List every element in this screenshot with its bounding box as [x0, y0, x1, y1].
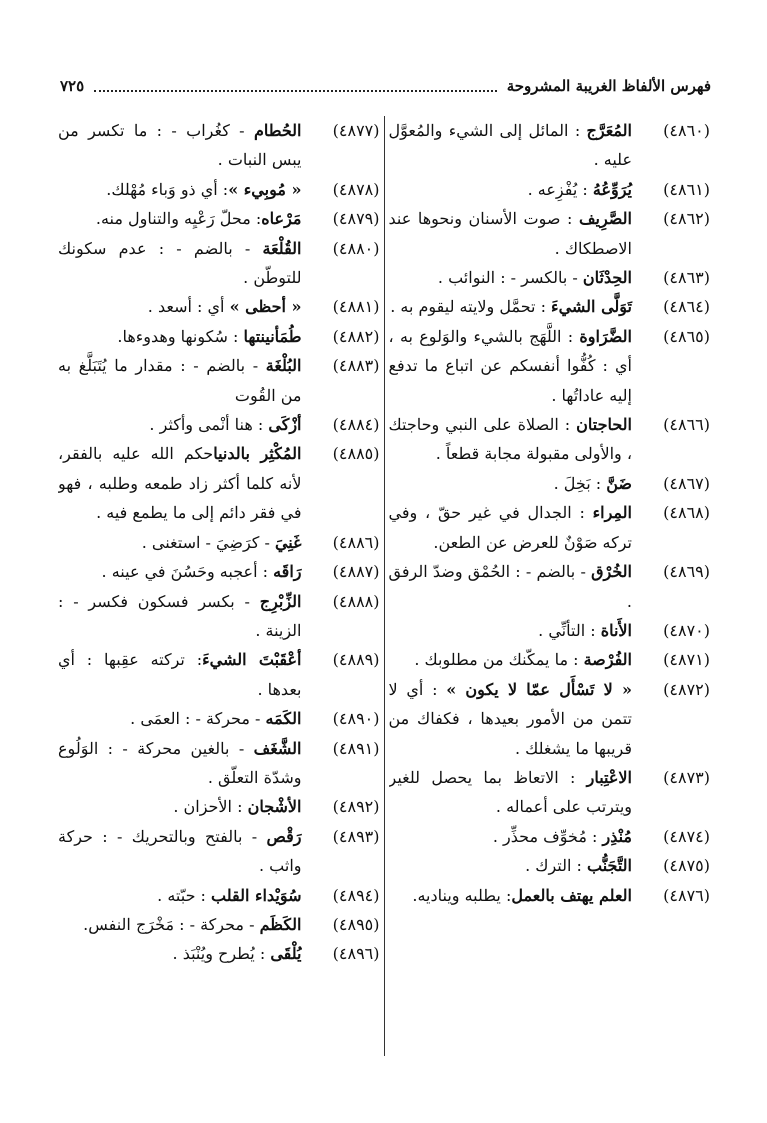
- entry-number: (٤٨٧٩): [332, 209, 380, 229]
- entry-number: (٤٨٨١): [332, 297, 380, 317]
- entry-number: (٤٨٨٠): [332, 238, 380, 258]
- running-header: [60, 72, 711, 100]
- entry-definition: : اللَّهَج بالشيء والوَلوع به ، أي : كُفُّوا أنفسكم عن اتباع ما تدفع إليه عاداتُها .: [388, 326, 632, 405]
- glossary-entry: [58, 645, 380, 704]
- entry-number: (٤٨٩١): [332, 738, 380, 758]
- glossary-entry: [389, 175, 711, 204]
- entry-term: الشَّغَف: [253, 738, 302, 758]
- entry-term: تَوَلَّى الشيءَ: [551, 297, 632, 317]
- entry-definition: : أي لا تتمن من الأمور بعيدها ، فكفاك من قريبها ما يشغلك .: [388, 679, 632, 758]
- entry-number: (٤٨٨٥): [332, 444, 380, 464]
- entry-definition: : يطلبه ويناديه.: [412, 885, 512, 905]
- entry-term: الحاجتان: [576, 415, 632, 435]
- entry-term: يُرَوِّعُهُ: [592, 179, 632, 199]
- entry-definition: - بالغين محركة - : الوَلُوع وشدّة التعلّق .: [58, 738, 302, 787]
- entry-number: (٤٨٧٣): [663, 767, 710, 787]
- glossary-entry: [58, 528, 380, 557]
- entry-number: (٤٨٦٤): [663, 297, 710, 317]
- glossary-entry: [58, 704, 380, 733]
- entry-number: (٤٨٦٩): [663, 562, 710, 582]
- entry-number: (٤٨٦٥): [663, 326, 710, 346]
- entry-definition: : تركته عقِبها : أي بعدها .: [58, 650, 302, 699]
- entry-term: أزْكَى: [268, 415, 302, 435]
- entry-term: ضَنَّ: [606, 473, 632, 493]
- glossary-entry: [58, 881, 380, 910]
- glossary-entry: [389, 263, 711, 292]
- entry-definition: : حبّته .: [157, 885, 212, 905]
- entry-definition: - بالفتح وبالتحريك - : حركة واثب .: [58, 826, 302, 876]
- glossary-entry: [58, 410, 380, 439]
- entry-number: (٤٨٧١): [663, 650, 710, 670]
- entry-number: (٤٨٧٨): [332, 179, 380, 199]
- entry-term: رَاقَه: [273, 562, 302, 582]
- entry-definition: : ما يمكّنك من مطلوبك .: [414, 650, 584, 670]
- entry-term: الاعْتِبار: [586, 767, 632, 787]
- glossary-entry: [58, 204, 380, 233]
- entry-number: (٤٨٨٧): [332, 562, 380, 582]
- entry-number: (٤٨٦٦): [663, 415, 710, 435]
- entry-term: « مُوبِيء »: [228, 179, 302, 199]
- entry-number: (٤٨٩٥): [332, 914, 380, 934]
- entry-definition: : بَخِلَ .: [553, 473, 607, 493]
- entry-term: القُلْعَة: [262, 238, 302, 258]
- entry-number: (٤٨٦٠): [663, 121, 710, 140]
- glossary-entry: [58, 792, 380, 821]
- entry-number: (٤٨٦٢): [663, 209, 710, 229]
- glossary-entry: [389, 675, 711, 763]
- entry-definition: : هنا أنْمى وأكثر .: [149, 415, 269, 435]
- entry-number: (٤٨٨٢): [332, 326, 380, 346]
- page-number: ٧٢٥: [60, 77, 85, 95]
- entry-definition: - بالضم - : مقدار ما يُتَبَلَّغ به من القُوت: [58, 356, 302, 405]
- glossary-entry: [389, 822, 711, 851]
- glossary-entry: [58, 910, 380, 939]
- entry-number: (٤٨٨٤): [332, 415, 380, 435]
- entry-term: الأَناة: [600, 620, 632, 640]
- glossary-entry: [389, 292, 711, 321]
- entry-number: (٤٨٩٣): [332, 826, 380, 846]
- glossary-entry: [389, 645, 711, 674]
- glossary-entry: [389, 881, 711, 910]
- entry-definition: - كغُراب - : ما تكسر من يبس النبات .: [58, 121, 302, 170]
- entry-number: (٤٨٦٧): [663, 473, 710, 493]
- glossary-entry: [389, 763, 711, 822]
- entry-term: « أحظى »: [229, 297, 302, 317]
- glossary-entry: [389, 116, 711, 175]
- column-divider: [384, 116, 385, 1056]
- entry-definition: : الترك .: [525, 856, 587, 876]
- entry-number: (٤٨٦٨): [663, 503, 710, 523]
- entry-definition: : الأحزان .: [173, 797, 248, 817]
- glossary-entry: [389, 851, 711, 880]
- entry-term: طُمَأنينتها: [243, 326, 302, 346]
- glossary-entry: [58, 292, 380, 321]
- entry-number: (٤٨٩٠): [332, 709, 380, 729]
- left-column: [58, 116, 380, 1056]
- glossary-entry: [389, 410, 711, 469]
- entry-number: (٤٨٦٣): [663, 268, 710, 288]
- entry-term: أعْقَبْتَ الشيءَ: [202, 650, 302, 670]
- entry-definition: : مُخوِّف محذِّر .: [492, 826, 603, 846]
- glossary-entry: [58, 234, 380, 293]
- entry-definition: حكم الله عليه بالفقر، لأنه كلما أكثر زاد طمعه وطلبه ، فهو في فقر دائم إلى ما يطمع فيه .: [58, 444, 302, 523]
- entry-term: الخُرْق: [591, 562, 632, 582]
- entry-definition: : الجدال في غير حقّ ، وفي تركه صَوْنٌ للعرض عن الطعن.: [388, 503, 632, 552]
- entry-term: الزِّبْرِج: [259, 591, 302, 611]
- entry-term: رَقْص: [266, 826, 302, 846]
- entry-number: (٤٨٧٢): [663, 679, 710, 699]
- entry-number: (٤٨٨٨): [332, 591, 380, 611]
- entry-definition: : الاتعاظ بما يحصل للغير ويترتب على أعماله .: [388, 767, 632, 817]
- entry-definition: - محركة - : العمَى .: [130, 709, 266, 729]
- glossary-entry: [58, 351, 380, 410]
- entry-definition: : يُطرح ويُنْبَذ .: [172, 944, 271, 964]
- entry-definition: - بالضم - : عدم سكونك للتوطّن .: [58, 238, 302, 288]
- header-leader-dots: [94, 80, 497, 92]
- glossary-entry: [58, 939, 380, 968]
- glossary-entry: [389, 616, 711, 645]
- entry-definition: : أي ذو وَباء مُهْلك.: [106, 179, 229, 199]
- entry-definition: : يُفْزِعه .: [527, 179, 593, 199]
- entry-definition: : محلّ رَعْيِه والتناول منه.: [95, 209, 262, 229]
- glossary-entry: [58, 822, 380, 881]
- glossary-entry: [389, 204, 711, 263]
- glossary-entry: [389, 498, 711, 557]
- glossary-columns: [58, 116, 710, 1056]
- entry-term: غَنِيَ: [274, 532, 302, 552]
- entry-definition: - بالكسر - : النوائب .: [437, 268, 583, 288]
- entry-number: (٤٨٨٦): [332, 532, 380, 552]
- entry-term: سُوَيْداء القلب: [211, 885, 302, 905]
- glossary-entry: [389, 469, 711, 498]
- entry-term: مُنْذِر: [602, 826, 632, 846]
- entry-definition: : صوت الأسنان ونحوها عند الاصطكاك .: [388, 209, 632, 258]
- entry-term: الحُطام: [253, 121, 302, 140]
- entry-term: الكَظَم: [259, 914, 302, 934]
- entry-definition: - محركة - : مَخْرَج النفس.: [83, 914, 260, 934]
- entry-term: التَّجَنُّب: [586, 856, 632, 876]
- entry-number: (٤٨٦١): [663, 179, 710, 199]
- entry-term: المُكْثِر بالدنيا: [213, 444, 302, 464]
- entry-term: الأشْجان: [247, 797, 302, 817]
- entry-term: المُعَرَّج: [586, 121, 632, 140]
- entry-definition: - كرَضِيَ - استغنى .: [141, 532, 275, 552]
- entry-number: (٤٨٩٤): [332, 885, 380, 905]
- entry-term: البُلْغَة: [265, 356, 302, 376]
- entry-term: الكَمَه: [265, 709, 302, 729]
- entry-number: (٤٨٩٢): [332, 797, 380, 817]
- entry-definition: - بالضم - : الحُمْق وضدّ الرفق .: [388, 562, 632, 611]
- entry-number: (٤٨٧٦): [663, 885, 710, 905]
- entry-term: الضَّرَاوة: [579, 326, 632, 346]
- entry-definition: : سُكونها وهدوءها.: [117, 326, 244, 346]
- glossary-entry: [389, 322, 711, 410]
- glossary-entry: [58, 734, 380, 793]
- glossary-entry: [58, 439, 380, 527]
- header-title: فهرس الألفاظ الغريبة المشروحة: [506, 77, 711, 95]
- entry-term: « لا تَسْأَل عمّا لا يكون »: [446, 679, 632, 699]
- entry-definition: : تحمَّل ولايته ليقوم به .: [390, 297, 552, 317]
- entry-number: (٤٨٨٩): [332, 650, 380, 670]
- entry-term: الفُرْصة: [583, 650, 632, 670]
- glossary-entry: [389, 557, 711, 616]
- entry-number: (٤٨٧٠): [663, 620, 710, 640]
- glossary-entry: [58, 175, 380, 204]
- entry-number: (٤٨٧٥): [663, 856, 710, 876]
- glossary-entry: [58, 587, 380, 646]
- entry-number: (٤٨٧٤): [663, 826, 710, 846]
- entry-definition: : المائل إلى الشيء والمُعوَّل عليه .: [388, 121, 632, 170]
- entry-definition: : أعجبه وحَسُنَ في عينه .: [101, 562, 274, 582]
- entry-term: الصَّرِيف: [578, 209, 632, 229]
- entry-term: المِراء: [592, 503, 632, 523]
- entry-term: يُلْقَى: [270, 944, 302, 964]
- entry-definition: : التأنِّي .: [538, 620, 601, 640]
- entry-number: (٤٨٩٦): [332, 944, 380, 964]
- glossary-entry: [58, 557, 380, 586]
- entry-term: العلم يهتف بالعمل: [511, 885, 632, 905]
- right-column: [389, 116, 711, 1056]
- entry-term: مَرْعاه: [261, 209, 302, 229]
- entry-definition: : الصلاة على النبي وحاجتك ، والأولى مقبولة مجابة قطعاً .: [388, 415, 632, 464]
- entry-definition: أي : أسعد .: [147, 297, 230, 317]
- glossary-entry: [58, 322, 380, 351]
- entry-number: (٤٨٨٣): [332, 356, 380, 376]
- entry-definition: - بكسر فسكون فكسر - : الزينة .: [58, 591, 302, 640]
- glossary-entry: [58, 116, 380, 175]
- entry-number: (٤٨٧٧): [332, 121, 380, 140]
- entry-term: الحِدْثَان: [582, 268, 632, 288]
